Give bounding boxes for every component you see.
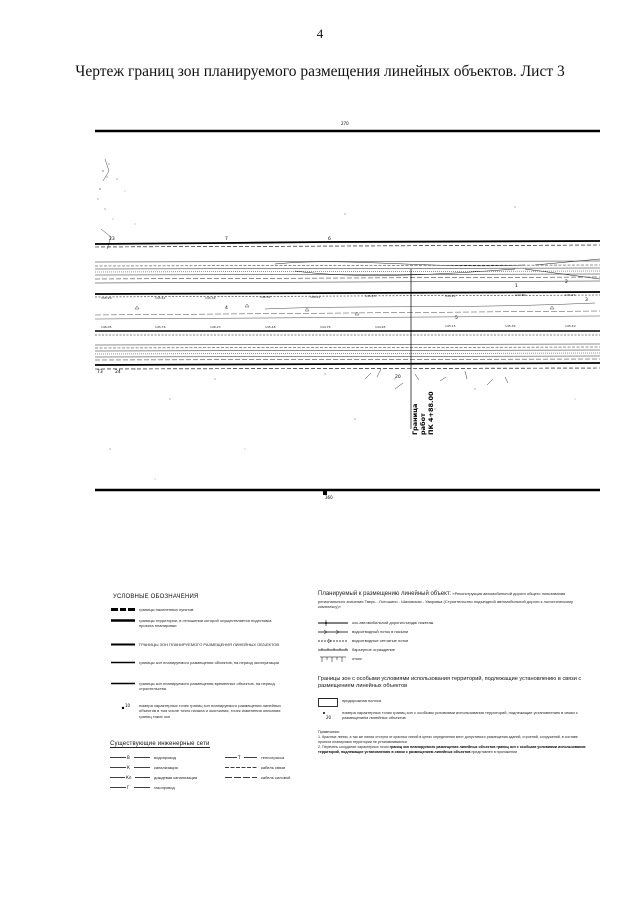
svg-text:работ: работ [419,413,427,435]
frame-bottom-label: 360 [325,495,333,500]
svg-text:10: 10 [125,703,131,708]
legend-item-temporary-zones: границы зон планируемого размещения временных объектов, на период строительства [111,681,286,692]
network-power-cable: кабель силовой [225,775,290,780]
planned-object-text: «Реконструкция автомобильной дороги общего пользования регионального значения Тверь - Лотошино - Шаховская - Уваровка (Строительство подъездной автомобильной дороги к логистическому комплексу)» [318,591,573,610]
svg-text:2: 2 [565,280,568,285]
water-line-icon [110,755,150,760]
sewer-line-icon [110,765,150,770]
legend-heading: УСЛОВНЫЕ ОБОЗНАЧЕНИЯ [113,594,199,600]
storm-sewer-icon [110,775,150,780]
heating-line-icon [225,755,257,760]
legend-mesh-trays: водоотводные сетчатые лотки [318,638,408,644]
svg-text:4: 4 [225,306,228,311]
mesh-tray-icon [318,638,348,644]
note-1: 1. Красные линии, а так же линии отступа от красных линий в целях определения мест допустимого размещения зданий, строений, сооружений, в составе проекта планировки территории не устанавливаются [318,735,578,745]
barrier-icon [318,647,348,653]
network-water: В водопровод [110,755,176,760]
legend-drain-tray: водоотводный лоток в насыпи [318,629,408,635]
networks-heading: Существующие инженерные сети [110,741,210,747]
svg-text:145.21: 145.21 [565,293,576,297]
networks-list [110,755,300,805]
notes-block [318,730,588,755]
svg-text:3: 3 [585,298,588,303]
svg-text:Кл: Кл [126,775,132,780]
svg-text:145.62: 145.62 [155,296,166,300]
planned-object-heading: Планируемый к размещению линейный объект: [318,591,452,597]
roadside-strip-icon [318,698,338,707]
network-heating: Т теплотрасса [225,755,284,760]
svg-text:20: 20 [326,715,332,720]
terrain-speckles [98,164,576,480]
power-cable-icon [225,775,257,780]
svg-text:145.15: 145.15 [445,324,456,328]
svg-text:144.91: 144.91 [445,294,456,298]
drain-tray-icon [318,629,348,635]
network-sewer: К канализация [110,765,178,770]
legend-slope: откос [318,656,362,663]
network-comm-cable: кабель связи [225,765,285,770]
svg-text:К: К [127,765,130,770]
point-marker-icon [111,703,135,711]
planned-object-block [318,591,590,610]
svg-text:Граница: Граница [411,403,419,435]
svg-text:145.39: 145.39 [205,296,216,300]
svg-text:146.22: 146.22 [310,295,321,299]
svg-text:73: 73 [97,370,103,375]
thick-line-icon [111,618,135,623]
legend-item-planning-territory: границы территории, в отношении которой осуществляется подготовка проекта планировки [111,618,286,629]
notes-heading: Примечания: [318,730,340,734]
road-band-lower [95,344,600,360]
plan-drawing-svg [95,119,600,509]
svg-text:23: 23 [109,237,115,242]
svg-text:Г: Г [127,785,130,790]
road-middle [95,303,600,319]
legend-zone-points: 20 номера характерных точек границ зон с особыми условиями использования территорий, подлежащие установлению в связи с размещением линейных объектов [318,710,590,721]
slope-icon [318,656,348,663]
zone-point-icon [318,710,338,720]
solid-line-icon [111,642,135,647]
legend-road-axis: ось автомобильной дороги/съезда/ пикетаж [318,620,433,626]
point-markers [97,236,588,380]
frame-top-label: 270 [341,121,349,126]
legend-item-zones-heading: ГРАНИЦЫ ЗОН ПЛАНИРУЕМОГО РАЗМЕЩЕНИЯ ЛИНЕЙНЫХ ОБЪЕКТОВ [111,642,286,647]
svg-text:146.23: 146.23 [210,325,221,329]
svg-text:В: В [127,755,130,760]
svg-text:7: 7 [225,237,228,242]
legend-item-settlement-boundaries: границы населенных пунктов [111,607,193,612]
svg-text:146.05: 146.05 [101,325,112,329]
plan-drawing [95,119,600,509]
svg-text:145.48: 145.48 [265,325,276,329]
svg-text:ПК 4+88.00: ПК 4+88.00 [427,391,435,435]
svg-text:144.76: 144.76 [320,325,331,329]
document-title: Чертеж границ зон планируемого размещения линейных объектов. Лист 3 [75,63,565,80]
svg-text:145.55: 145.55 [365,294,376,298]
gas-line-icon [110,785,150,790]
comm-cable-icon [225,765,257,770]
svg-text:146.81: 146.81 [260,295,271,299]
svg-text:24: 24 [115,370,121,375]
elevation-labels [101,293,576,329]
svg-text:145.40: 145.40 [565,324,576,328]
zone-boundary-lower [95,363,600,365]
road-axis-icon [318,620,348,626]
special-zones-heading: Границы зон с особыми условиями использования территорий, подлежащие установлению в связи с размещением линейных объектов [318,676,582,690]
page-number: 4 [316,26,324,41]
legend-barrier: барьерное ограждение [318,647,395,653]
svg-text:Т: Т [238,755,241,760]
road-band-upper [95,259,600,283]
solid-line-icon [111,660,135,665]
legend-item-characteristic-points: 10 номера характерных точек границ зон планируемого размещения линейных объектов в том числе точек начала и окончания, точек изменения описания границ таких зон [111,703,286,719]
zone-boundary-upper [95,241,600,244]
legend-roadside-strip: придорожная полоса [318,698,381,707]
network-gas: Г газопровод [110,785,175,790]
legend-item-operation-zones: границы зон планируемого размещения объектов, на период эксплуатации [111,660,286,665]
note-2: 2. Перечень координат характерных точек границ зон планируемого размещения линейных объектов границ зон с особыми условиями использования территорий, подлежащие установлению в связи с размещением линейных объектов представлен в приложении [318,745,586,755]
dash-thick-icon [111,607,135,612]
svg-text:6: 6 [328,237,331,242]
svg-text:1: 1 [515,284,518,289]
svg-text:20: 20 [395,375,401,380]
work-boundary-label [411,391,435,435]
svg-text:145.39: 145.39 [505,324,516,328]
network-storm-sewer: Кл дождевая канализация [110,775,197,780]
solid-line-icon [111,681,135,686]
svg-text:144.95: 144.95 [375,325,386,329]
svg-text:145.76: 145.76 [155,325,166,329]
triangle-symbols [135,304,554,315]
svg-text:144.89: 144.89 [515,293,526,297]
svg-text:5: 5 [455,316,458,321]
svg-text:145.20: 145.20 [101,296,112,300]
